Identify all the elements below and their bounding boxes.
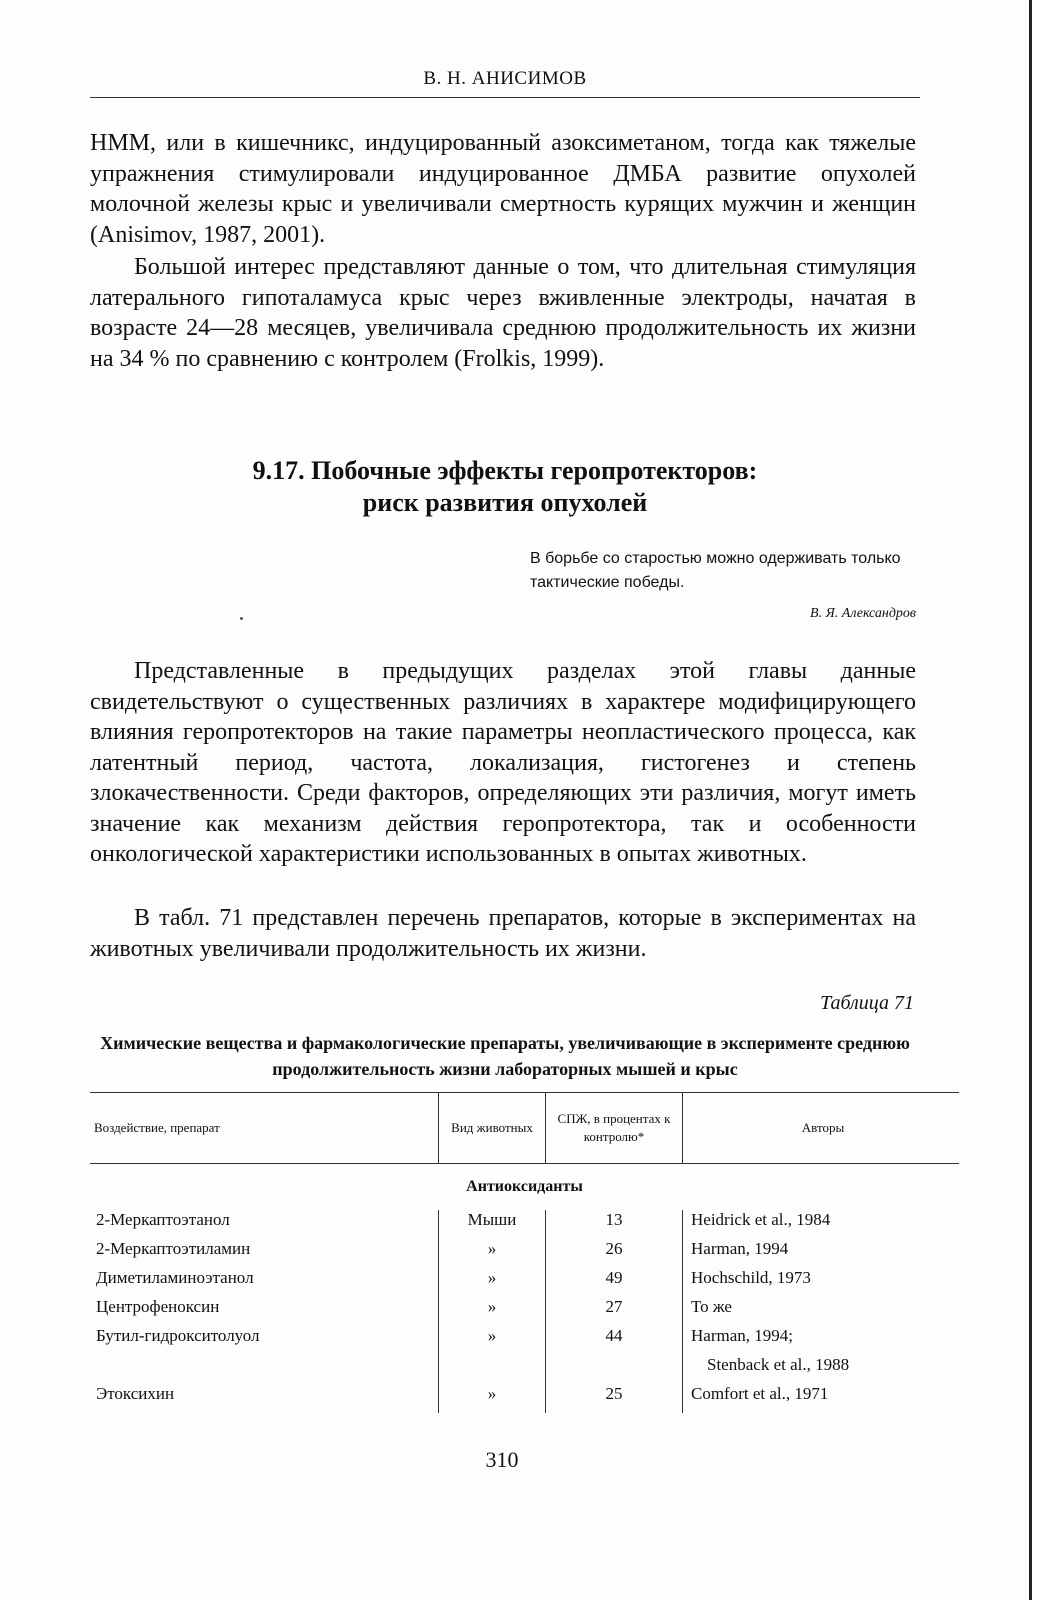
table-row: [90, 1210, 959, 1239]
cell-agent: 2-Меркаптоэтанол: [96, 1210, 230, 1229]
table-row: [90, 1239, 959, 1268]
running-head: В. Н. АНИСИМОВ: [423, 68, 587, 89]
cell-agent: Бутил-гидрокситолуол: [96, 1326, 260, 1345]
cell-species: »: [439, 1384, 546, 1413]
cell-authors: Harman, 1994;: [683, 1326, 960, 1355]
cell-value: 13: [546, 1210, 683, 1239]
cell-value: 27: [546, 1297, 683, 1326]
cell-species: Мыши: [439, 1210, 546, 1239]
paragraph-4: В табл. 71 представлен перечень препаратов, которые в экспериментах на животных увеличивали продолжительность их жизни.: [90, 905, 916, 962]
cell-authors-continued: Stenback et al., 1988: [683, 1355, 960, 1384]
header-agent: Воздействие, препарат: [90, 1093, 439, 1164]
table-caption: Химические вещества и фармакологические препараты, увеличивающие в эксперименте среднюю продолжительность жизни лабораторных мышей и крыс: [100, 1033, 910, 1079]
cell-agent: Диметиламиноэтанол: [96, 1268, 254, 1287]
cell-species: »: [439, 1268, 546, 1297]
cell-value: 44: [546, 1326, 683, 1355]
page-number: 310: [485, 1447, 519, 1472]
table-header-row: [90, 1093, 959, 1164]
table-row-continuation: [90, 1355, 959, 1384]
epigraph-text: В борьбе со старостью можно одерживать только тактические победы.: [530, 550, 901, 591]
group-label: Антиоксиданты: [466, 1178, 583, 1195]
paragraph-2: Большой интерес представляют данные о том, что длительная стимуляция латерального гипоталамуса крыс через вживленные электроды, начатая в возрасте 24—28 месяцев, увеличивала среднюю продолжительность их жизни на 34 % по сравнению с контролем (Frolkis, 1999).: [90, 254, 916, 372]
cell-species: »: [439, 1326, 546, 1355]
table-row: [90, 1384, 959, 1413]
cell-authors: Heidrick et al., 1984: [683, 1210, 960, 1239]
section-title-line-1: 9.17. Побочные эффекты геропротекторов:: [252, 456, 758, 485]
cell-authors: То же: [683, 1297, 960, 1326]
data-table-container: [90, 1092, 920, 1413]
paragraph-1: НММ, или в кишечникс, индуцированный азоксиметаном, тогда как тяжелые упражнения стимулировали индуцированное ДМБА развитие опухолей молочной железы крыс и увеличивали смертность курящих мужчин и женщин (Anisimov, 1987, 2001).: [90, 130, 916, 248]
header-authors: Авторы: [683, 1093, 960, 1164]
table-group-row: [90, 1164, 959, 1211]
cell-value: 26: [546, 1239, 683, 1268]
cell-agent: Центрофеноксин: [96, 1297, 220, 1316]
print-speck: [240, 617, 243, 620]
page-edge-line: [1029, 0, 1032, 1600]
section-title-line-2: риск развития опухолей: [362, 488, 648, 517]
cell-value: 25: [546, 1384, 683, 1413]
cell-value: 49: [546, 1268, 683, 1297]
cell-agent: 2-Меркаптоэтиламин: [96, 1239, 251, 1258]
cell-species: »: [439, 1297, 546, 1326]
header-rule: [90, 97, 920, 98]
epigraph-author: В. Я. Александров: [810, 606, 916, 621]
table-row: [90, 1297, 959, 1326]
cell-agent: Этоксихин: [96, 1384, 175, 1403]
header-species: Вид животных: [439, 1093, 546, 1164]
data-table: [90, 1092, 959, 1413]
cell-authors: Harman, 1994: [683, 1239, 960, 1268]
cell-species: »: [439, 1239, 546, 1268]
table-row: [90, 1268, 959, 1297]
table-row: [90, 1326, 959, 1355]
header-lifespan: СПЖ, в процентах к контролю*: [546, 1093, 683, 1164]
paragraph-3: Представленные в предыдущих разделах этой главы данные свидетельствуют о существенных различиях в характере модифицирующего влияния геропротекторов на такие параметры неопластического процесса, как латентный период, частота, локализация, гистогенез и степень злокачественности. Среди факторов, определяющих эти различия, могут иметь значение как механизм действия геропротектора, так и особенности онкологической характеристики использованных в опытах животных.: [90, 658, 916, 867]
cell-authors: Comfort et al., 1971: [683, 1384, 960, 1413]
section-title: [90, 455, 920, 519]
cell-authors: Hochschild, 1973: [683, 1268, 960, 1297]
table-label: Таблица 71: [820, 992, 914, 1014]
